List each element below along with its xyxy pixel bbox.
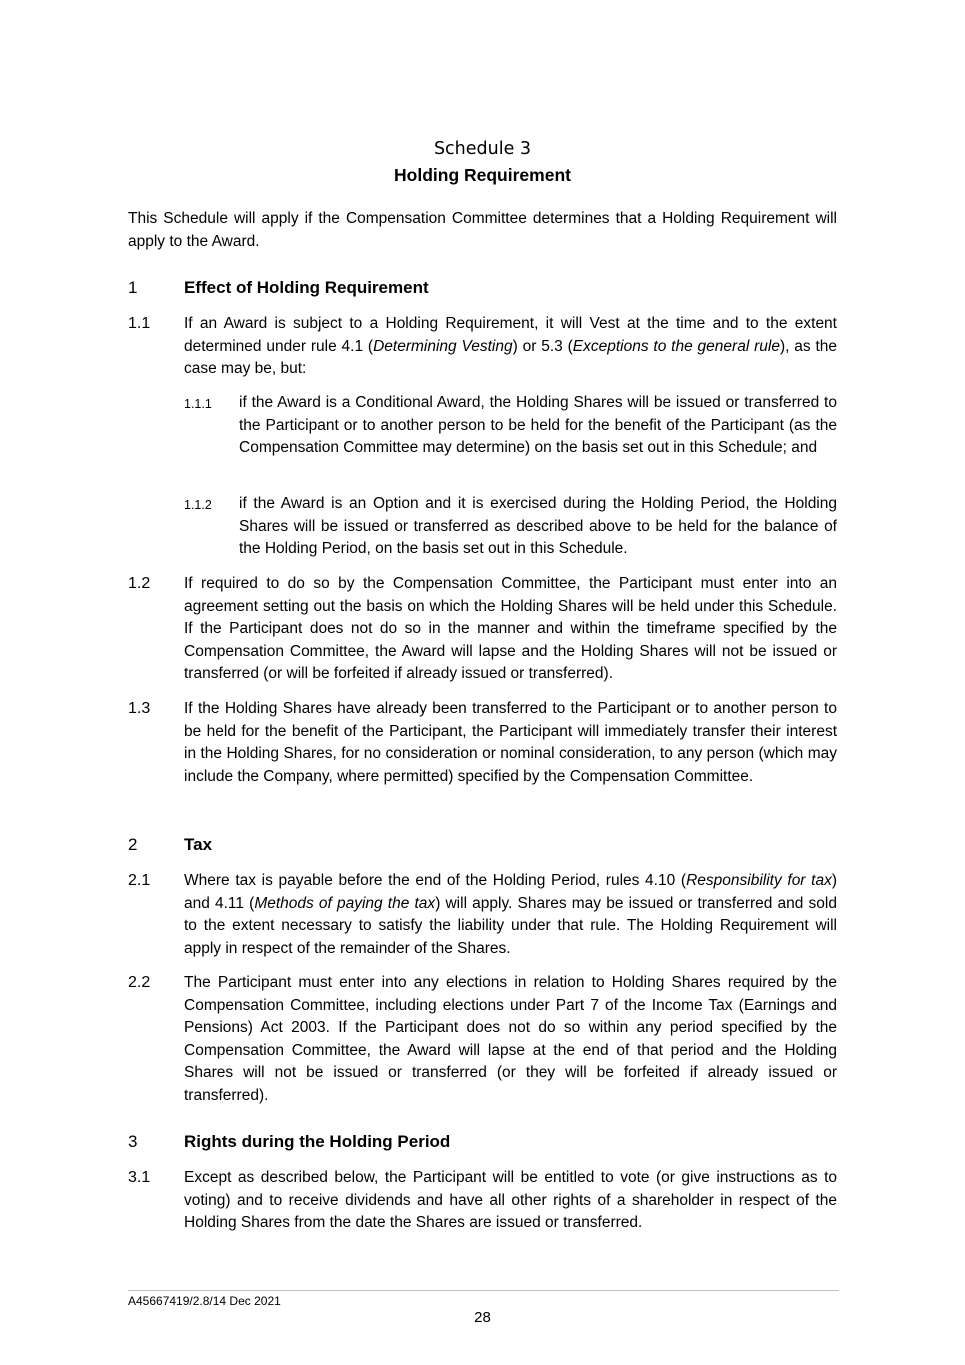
subparagraph-text: if the Award is a Conditional Award, the Holding Shares will be issued or transferred to the Participant or to another person to be held for the benefit of the Participant (as the Compensation Committee may determine) on the basis set out in this Schedule; and (239, 394, 837, 457)
paragraph-1-1 (128, 313, 837, 381)
paragraph-1-3 (128, 698, 837, 788)
footer-reference: A45667419/2.8/14 Dec 2021 (128, 1294, 281, 1308)
paragraph-number: 3.1 (128, 1169, 151, 1186)
subparagraph-1-1-1 (184, 392, 837, 460)
paragraph-1-2 (128, 573, 837, 686)
section-title: Effect of Holding Requirement (184, 278, 429, 297)
subparagraph-text: if the Award is an Option and it is exercised during the Holding Period, the Holding Shares will be issued or transferred as described above to be held for the balance of the Holding Period, on the basis set out in this Schedule. (239, 495, 837, 558)
schedule-title: Holding Requirement (394, 165, 571, 185)
footer-divider (128, 1290, 839, 1291)
paragraph-number: 1.3 (128, 700, 151, 717)
section-title: Rights during the Holding Period (184, 1132, 451, 1151)
paragraph-number: 2.2 (128, 974, 151, 991)
subparagraph-1-1-2 (184, 493, 837, 561)
section-number: 2 (128, 835, 138, 854)
paragraph-3-1 (128, 1167, 837, 1235)
page-number: 28 (474, 1309, 491, 1326)
paragraph-number: 2.1 (128, 872, 151, 889)
schedule-number: Schedule 3 (433, 139, 532, 159)
section-number: 3 (128, 1132, 138, 1151)
paragraph-2-2 (128, 972, 837, 1108)
paragraph-text: Except as described below, the Participant will be entitled to vote (or give instructions as to voting) and to receive dividends and have all other rights of a shareholder in respect of the Holding Shares from the date the Shares are issued or transferred. (184, 1169, 837, 1232)
paragraph-text: Where tax is payable before the end of the Holding Period, rules 4.10 (Responsibility for tax) and 4.11 (Methods of paying the tax) will apply. Shares may be issued or transferred and sold to the extent necessary to satisfy the liability under that rule. The Holding Requirement will apply in respect of the remainder of the Shares. (184, 872, 837, 957)
intro-paragraph: This Schedule will apply if the Compensation Committee determines that a Holding Requirement will apply to the Award. (128, 210, 837, 250)
section-title: Tax (184, 835, 213, 854)
subparagraph-number: 1.1.2 (184, 498, 212, 512)
paragraph-2-1 (128, 870, 837, 960)
paragraph-text: The Participant must enter into any elections in relation to Holding Shares required by the Compensation Committee, including elections under Part 7 of the Income Tax (Earnings and Pensions) Act 2003. If the Participant does not do so within any period specified by the Compensation Committee, the Award will lapse at the end of that period and the Holding Shares will not be issued or transferred (or they will be forfeited if already issued or transferred). (184, 974, 837, 1104)
section-number: 1 (128, 278, 138, 297)
paragraph-number: 1.2 (128, 575, 151, 592)
paragraph-number: 1.1 (128, 315, 151, 332)
paragraph-text: If the Holding Shares have already been transferred to the Participant or to another person to be held for the benefit of the Participant, the Participant will immediately transfer their interest in the Holding Shares, for no consideration or nominal consideration, to any person (which may include the Company, where permitted) specified by the Compensation Committee. (184, 700, 837, 785)
paragraph-text: If an Award is subject to a Holding Requirement, it will Vest at the time and to the extent determined under rule 4.1 (Determining Vesting) or 5.3 (Exceptions to the general rule), as the case may be, but: (184, 315, 838, 378)
paragraph-text: If required to do so by the Compensation Committee, the Participant must enter into an agreement setting out the basis on which the Holding Shares will be held under this Schedule. If the Participant does not do so in the manner and within the timeframe specified by the Compensation Committee, the Award will lapse and the Holding Shares will not be issued or transferred (or will be forfeited if already issued or transferred). (184, 575, 837, 683)
subparagraph-number: 1.1.1 (184, 397, 212, 411)
